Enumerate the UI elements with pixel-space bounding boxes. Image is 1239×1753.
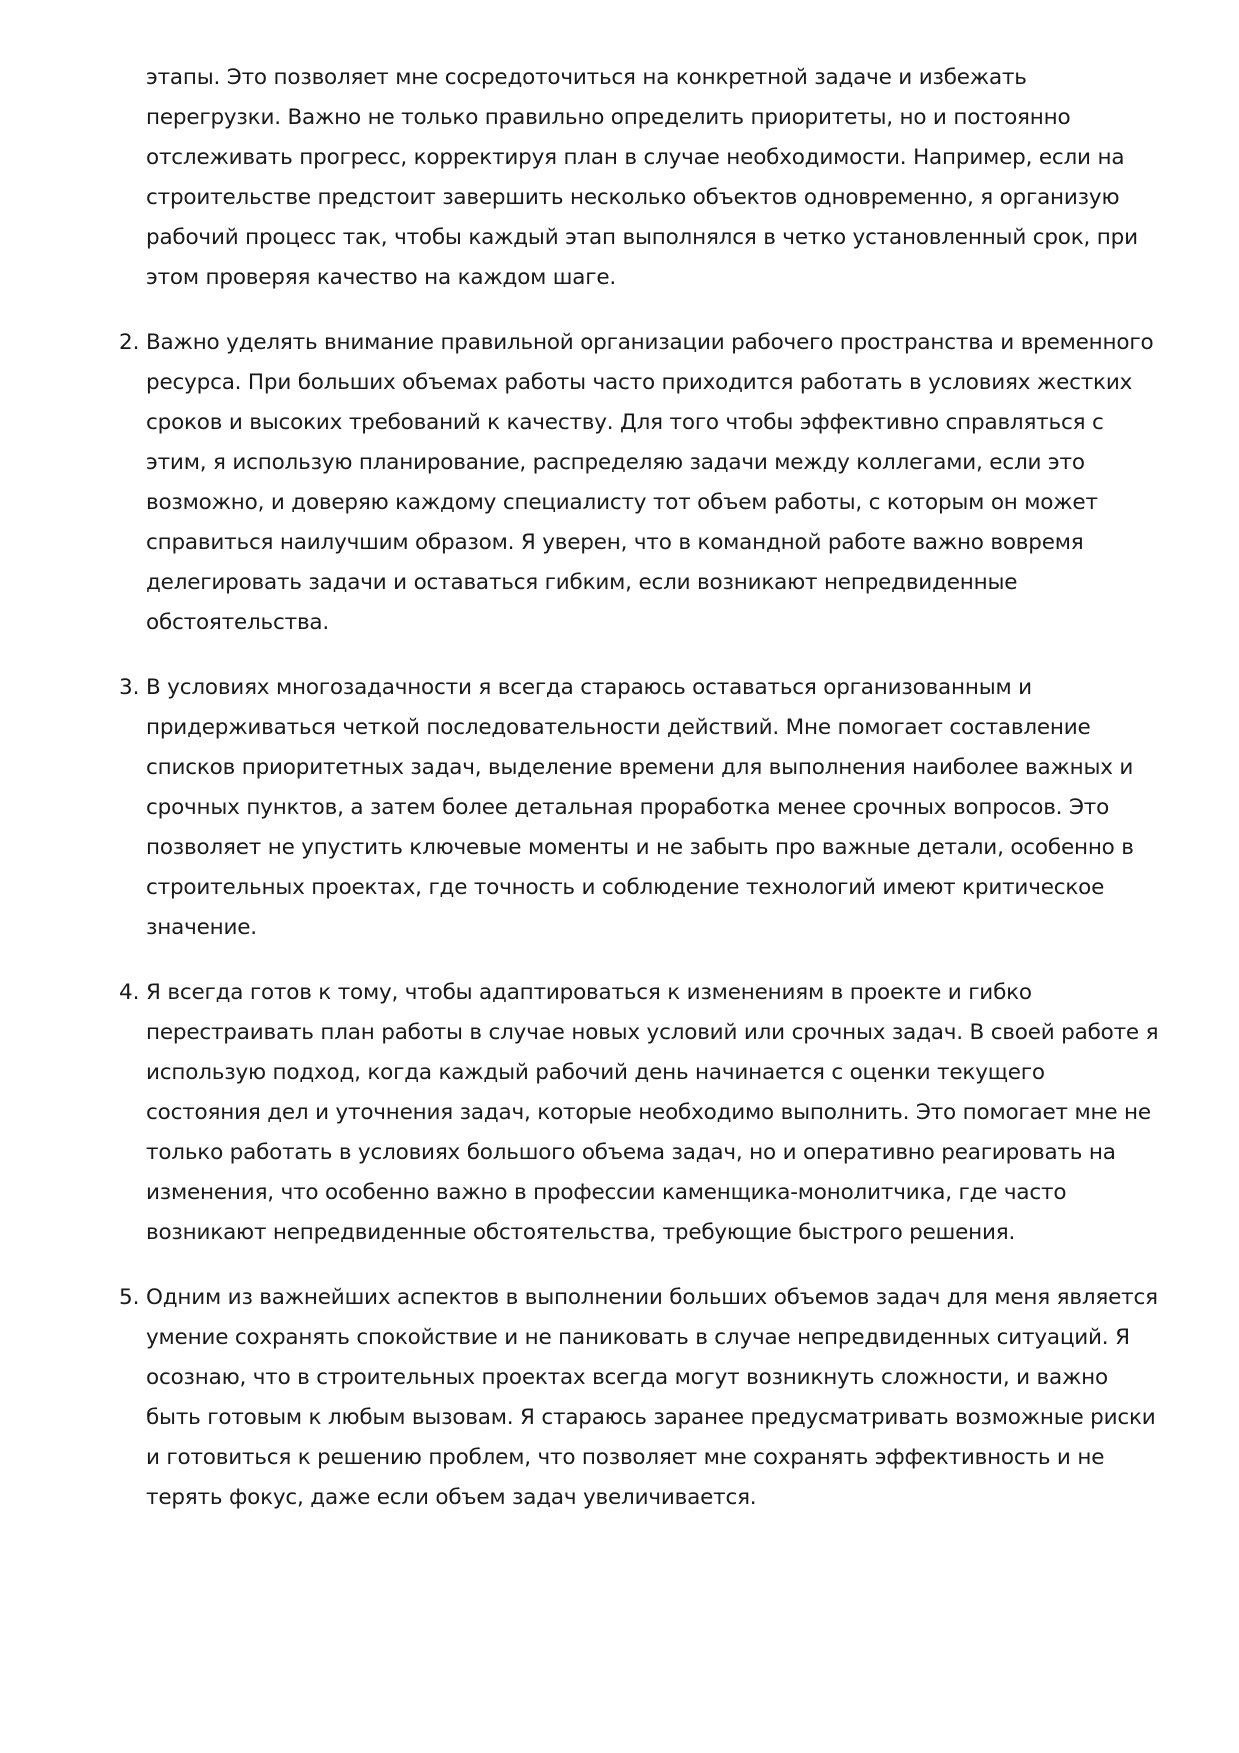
list-item-text: В условиях многозадачности я всегда стараюсь оставаться организованным и придерживаться четкой последовательности действий. Мне помогает составление списков приоритетных задач, выделение времени для выполнения наиболее важных и срочных пунктов, а затем более детальная проработка менее срочных вопросов. Это позволяет не упустить ключевые моменты и не забыть про важные детали, особенно в строительных проектах, где точность и соблюдение технологий имеют критическое значение. (146, 675, 1134, 940)
list-item-number: 3. (119, 675, 140, 700)
list-item-text: Одним из важнейших аспектов в выполнении больших объемов задач для меня является умение сохранять спокойствие и не паниковать в случае непредвиденных ситуаций. Я осознаю, что в строительных проектах всегда могут возникнуть сложности, и важно быть готовым к любым вызовам. Я стараюсь заранее предусматривать возможные риски и готовиться к решению проблем, что позволяет мне сохранять эффективность и не терять фокус, даже если объем задач увеличивается. (146, 1285, 1158, 1510)
list-item-3 (119, 668, 1166, 948)
document-body (119, 58, 1166, 1518)
list-item-number: 5. (119, 1285, 140, 1310)
list-item-5 (119, 1278, 1166, 1518)
list-item-number: 2. (119, 330, 140, 355)
list-item-2 (119, 323, 1166, 643)
list-item-4 (119, 973, 1166, 1253)
list-item-1-continuation: этапы. Это позволяет мне сосредоточиться на конкретной задаче и избежать перегрузки. Важно не только правильно определить приоритеты, но и постоянно отслеживать прогресс, корректируя план в случае необходимости. Например, если на строительстве предстоит завершить несколько объектов одновременно, я организую рабочий процесс так, чтобы каждый этап выполнялся в четко установленный срок, при этом проверяя качество на каждом шаге. (146, 65, 1138, 290)
list-item-number: 4. (119, 980, 140, 1005)
list-item-text: Важно уделять внимание правильной организации рабочего пространства и временного ресурса. При больших объемах работы часто приходится работать в условиях жестких сроков и высоких требований к качеству. Для того чтобы эффективно справляться с этим, я использую планирование, распределяю задачи между коллегами, если это возможно, и доверяю каждому специалисту тот объем работы, с которым он может справиться наилучшим образом. Я уверен, что в командной работе важно вовремя делегировать задачи и оставаться гибким, если возникают непредвиденные обстоятельства. (146, 330, 1154, 635)
list-item-text: Я всегда готов к тому, чтобы адаптироваться к изменениям в проекте и гибко перестраивать план работы в случае новых условий или срочных задач. В своей работе я использую подход, когда каждый рабочий день начинается с оценки текущего состояния дел и уточнения задач, которые необходимо выполнить. Это помогает мне не только работать в условиях большого объема задач, но и оперативно реагировать на изменения, что особенно важно в профессии каменщика-монолитчика, где часто возникают непредвиденные обстоятельства, требующие быстрого решения. (146, 980, 1159, 1245)
